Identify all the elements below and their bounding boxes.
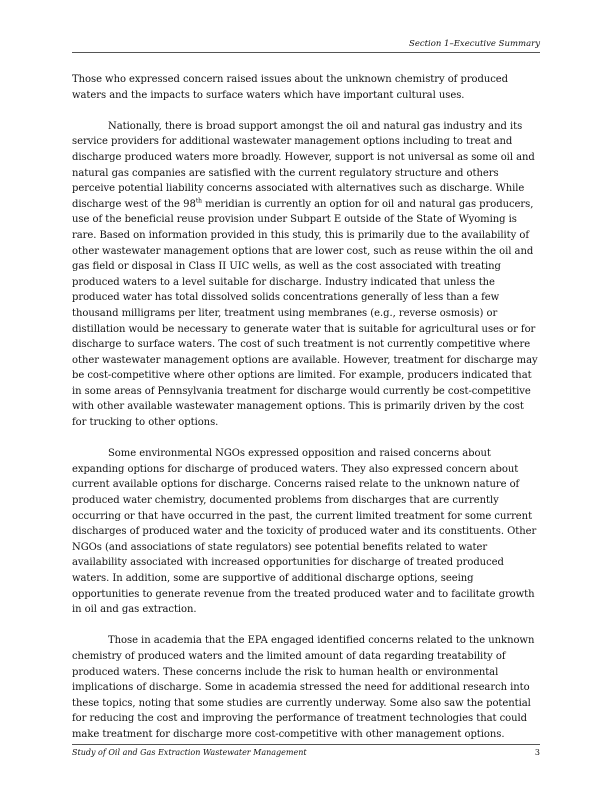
page-header bbox=[72, 38, 540, 53]
page-body bbox=[72, 72, 540, 758]
paragraph-industry-support-part1: Nationally, there is broad support amongst the oil and natural gas industry and its service providers for additional wastewater management options including to treat and discharge produced waters more broadly. However, support is not universal as some oil and natural gas companies are satisfied with the current regulatory structure and others perceive potential liability concerns associated with alternatives such as discharge. While discharge west of the 98 bbox=[72, 120, 535, 210]
paragraph-industry-support bbox=[72, 119, 540, 431]
paragraph-academia: Those in academia that the EPA engaged identified concerns related to the unknown chemistry of produced waters and the limited amount of data regarding treatability of produced waters. These concerns include the risk to human health or environmental implications of discharge. Some in academia stressed the need for additional research into these topics, noting that some studies are currently underway. Some also saw the potential for reducing the cost and improving the performance of treatment technologies that could make treatment for discharge more cost-competitive with other management options. bbox=[72, 635, 535, 740]
page-number: 3 bbox=[534, 748, 540, 757]
section-title: Section 1–Executive Summary bbox=[409, 39, 540, 49]
paragraph-industry-support-part2: meridian is currently an option for oil and natural gas producers, use of the beneficial reuse provision under Subpart E outside of the State of Wyoming is rare. Based on information provided in this study, this is primarily due to the availability of other wastewater management options that are lower cost, such as reuse within the oil and gas field or disposal in Class II UIC wells, as well as the cost associated with treating produced waters to a level suitable for discharge. Industry indicated that unless the produced water has total dissolved solids concentrations generally of less than a few thousand milligrams per liter, treatment using membranes (e.g., reverse osmosis) or distillation would be necessary to generate water that is suitable for agricultural uses or for discharge to surface waters. The cost of such treatment is not currently competitive where other wastewater management options are available. However, treatment for discharge may be cost-competitive where other options are limited. For example, producers indicated that in some areas of Pennsylvania treatment for discharge would currently be cost-competitive with other available wastewater management options. This is primarily driven by the cost for trucking to other options. bbox=[72, 198, 538, 429]
page-footer bbox=[72, 744, 540, 758]
paragraph-environmental-ngos: Some environmental NGOs expressed opposition and raised concerns about expanding options for discharge of produced waters. They also expressed concern about current available options for discharge. Concerns raised relate to the unknown nature of produced water chemistry, documented problems from discharges that are currently occurring or that have occurred in the past, the current limited treatment for some current discharges of produced water and the toxicity of produced water and its constituents. Other NGOs (and associations of state regulators) see potential benefits related to water availability associated with increased opportunities for discharge of treated produced waters. In addition, some are supportive of additional discharge options, seeing opportunities to generate revenue from the treated produced water and to facilitate growth in oil and gas extraction. bbox=[72, 448, 537, 616]
paragraph-cultural-concerns: Those who expressed concern raised issues about the unknown chemistry of produced waters and the impacts to surface waters which have important cultural uses. bbox=[72, 74, 509, 101]
document-title: Study of Oil and Gas Extraction Wastewater Management bbox=[72, 748, 307, 757]
ordinal-superscript: th bbox=[195, 197, 202, 205]
